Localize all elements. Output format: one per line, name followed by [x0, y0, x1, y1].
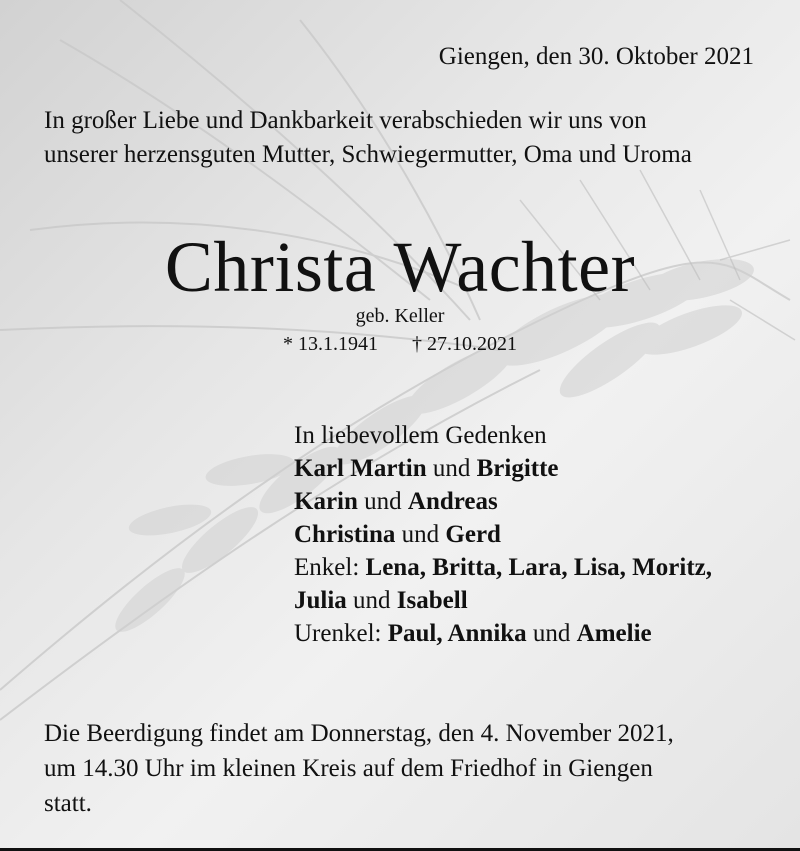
grandchildren-line: Enkel: Lena, Britta, Lara, Lisa, Moritz, — [294, 554, 712, 581]
mourners-heading: In liebevollem Gedenken — [294, 422, 547, 449]
funeral-line: um 14.30 Uhr im kleinen Kreis auf dem Friedhof in Giengen — [44, 755, 653, 782]
mourner-line: Christina und Gerd — [294, 521, 501, 548]
mourners-list — [294, 419, 712, 650]
funeral-line: statt. — [44, 790, 92, 817]
maiden-name: geb. Keller — [355, 305, 445, 327]
great-grandchildren-line: Urenkel: Paul, Annika und Amelie — [294, 620, 652, 647]
grandchildren-line: Julia und Isabell — [294, 587, 468, 614]
death-date: † 27.10.2021 — [412, 333, 517, 355]
birth-date: * 13.1.1941 — [283, 333, 378, 355]
funeral-line: Die Beerdigung findet am Donnerstag, den 4. November 2021, — [44, 720, 674, 747]
deceased-name: Christa Wachter — [164, 227, 636, 307]
intro-text — [44, 104, 692, 172]
life-dates — [0, 331, 800, 358]
intro-line: unserer herzensguten Mutter, Schwiegermutter, Oma und Uroma — [44, 140, 692, 168]
mourner-line: Karin und Andreas — [294, 488, 498, 515]
funeral-notice — [44, 716, 674, 821]
date-line: Giengen, den 30. Oktober 2021 — [438, 43, 754, 70]
mourner-line: Karl Martin und Brigitte — [294, 455, 559, 482]
intro-line: In großer Liebe und Dankbarkeit verabschieden wir uns von — [44, 107, 647, 134]
